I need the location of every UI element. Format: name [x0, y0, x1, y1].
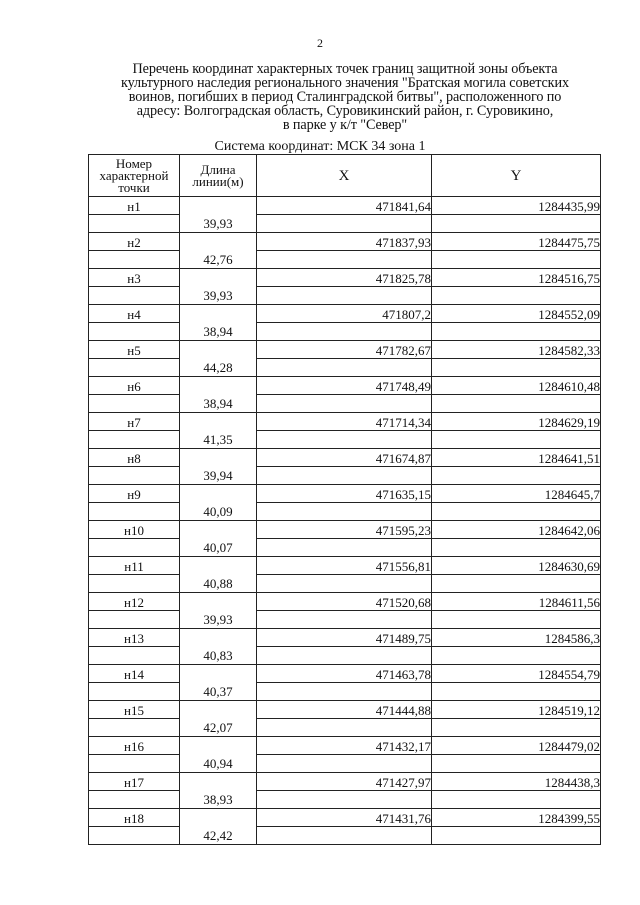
x-coordinate-cell: 471432,17 — [257, 737, 432, 755]
length-cell-empty — [180, 377, 257, 395]
length-cell-empty — [180, 665, 257, 683]
point-number-cell: н18 — [89, 809, 180, 827]
line-length-cell: 41,35 — [180, 431, 257, 449]
line-length-cell: 40,88 — [180, 575, 257, 593]
length-cell-empty — [180, 485, 257, 503]
empty-cell — [89, 611, 180, 629]
empty-cell — [89, 395, 180, 413]
length-cell-empty — [180, 629, 257, 647]
point-number-cell: н5 — [89, 341, 180, 359]
empty-cell — [257, 611, 432, 629]
empty-cell — [432, 683, 601, 701]
line-length-cell: 44,28 — [180, 359, 257, 377]
length-cell-empty — [180, 413, 257, 431]
x-coordinate-cell: 471748,49 — [257, 377, 432, 395]
table-row — [89, 377, 601, 395]
table-row — [89, 737, 601, 755]
table-row-length — [89, 323, 601, 341]
table-row-length — [89, 575, 601, 593]
table-row-length — [89, 431, 601, 449]
length-cell-empty — [180, 557, 257, 575]
x-coordinate-cell: 471520,68 — [257, 593, 432, 611]
x-coordinate-cell: 471782,67 — [257, 341, 432, 359]
empty-cell — [257, 359, 432, 377]
empty-cell — [89, 323, 180, 341]
line-length-cell: 39,93 — [180, 287, 257, 305]
table-row-length — [89, 827, 601, 845]
length-cell-empty — [180, 737, 257, 755]
line-length-cell: 38,93 — [180, 791, 257, 809]
empty-cell — [257, 503, 432, 521]
x-coordinate-cell: 471595,23 — [257, 521, 432, 539]
empty-cell — [89, 503, 180, 521]
point-number-cell: н2 — [89, 233, 180, 251]
table-row-length — [89, 611, 601, 629]
empty-cell — [89, 539, 180, 557]
y-coordinate-cell: 1284475,75 — [432, 233, 601, 251]
table-row-length — [89, 755, 601, 773]
empty-cell — [432, 647, 601, 665]
table-row-length — [89, 251, 601, 269]
header-x: X — [257, 155, 432, 197]
empty-cell — [89, 791, 180, 809]
x-coordinate-cell: 471431,76 — [257, 809, 432, 827]
empty-cell — [89, 755, 180, 773]
table-row-length — [89, 215, 601, 233]
length-cell-empty — [180, 305, 257, 323]
x-coordinate-cell: 471837,93 — [257, 233, 432, 251]
length-cell-empty — [180, 197, 257, 215]
line-length-cell: 40,09 — [180, 503, 257, 521]
empty-cell — [257, 539, 432, 557]
x-coordinate-cell: 471444,88 — [257, 701, 432, 719]
empty-cell — [432, 467, 601, 485]
length-cell-empty — [180, 521, 257, 539]
empty-cell — [89, 215, 180, 233]
y-coordinate-cell: 1284645,7 — [432, 485, 601, 503]
x-coordinate-cell: 471635,15 — [257, 485, 432, 503]
table-row — [89, 593, 601, 611]
line-length-cell: 39,93 — [180, 215, 257, 233]
table-row — [89, 269, 601, 287]
y-coordinate-cell: 1284438,3 — [432, 773, 601, 791]
line-length-cell: 39,93 — [180, 611, 257, 629]
point-number-cell: н9 — [89, 485, 180, 503]
empty-cell — [257, 791, 432, 809]
empty-cell — [257, 647, 432, 665]
table-row-length — [89, 719, 601, 737]
coordinate-system-label: Система координат: МСК 34 зона 1 — [214, 139, 426, 154]
table-row — [89, 233, 601, 251]
document-title — [90, 62, 600, 132]
table-row-length — [89, 647, 601, 665]
x-coordinate-cell: 471807,2 — [257, 305, 432, 323]
length-cell-empty — [180, 773, 257, 791]
x-coordinate-cell: 471489,75 — [257, 629, 432, 647]
empty-cell — [432, 755, 601, 773]
point-number-cell: н12 — [89, 593, 180, 611]
empty-cell — [257, 683, 432, 701]
empty-cell — [257, 575, 432, 593]
empty-cell — [432, 431, 601, 449]
table-row-length — [89, 503, 601, 521]
coordinates-table — [88, 154, 601, 845]
line-length-cell: 40,94 — [180, 755, 257, 773]
header-y: Y — [432, 155, 601, 197]
length-cell-empty — [180, 809, 257, 827]
table-row — [89, 449, 601, 467]
line-length-cell: 42,76 — [180, 251, 257, 269]
length-cell-empty — [180, 449, 257, 467]
title-line: в парке у к/т "Север" — [282, 117, 408, 133]
y-coordinate-cell: 1284641,51 — [432, 449, 601, 467]
table-row-length — [89, 287, 601, 305]
empty-cell — [257, 251, 432, 269]
empty-cell — [89, 683, 180, 701]
y-coordinate-cell: 1284610,48 — [432, 377, 601, 395]
empty-cell — [257, 467, 432, 485]
y-coordinate-cell: 1284582,33 — [432, 341, 601, 359]
header-point-number: Номер характерной точки — [89, 155, 180, 197]
line-length-cell: 39,94 — [180, 467, 257, 485]
header-line-length: Длина линии(м) — [180, 155, 257, 197]
empty-cell — [89, 251, 180, 269]
table-row — [89, 413, 601, 431]
title-line: Перечень координат характерных точек границ защитной зоны объекта — [132, 61, 558, 77]
line-length-cell: 40,83 — [180, 647, 257, 665]
title-line: воинов, погибших в период Сталинградской битвы", расположенного по — [128, 89, 562, 105]
point-number-cell: н7 — [89, 413, 180, 431]
empty-cell — [432, 539, 601, 557]
line-length-cell: 40,07 — [180, 539, 257, 557]
table-row — [89, 521, 601, 539]
empty-cell — [432, 323, 601, 341]
empty-cell — [257, 323, 432, 341]
table-row-length — [89, 683, 601, 701]
empty-cell — [432, 215, 601, 233]
y-coordinate-cell: 1284586,3 — [432, 629, 601, 647]
line-length-cell: 38,94 — [180, 395, 257, 413]
table-row — [89, 809, 601, 827]
table-row — [89, 701, 601, 719]
point-number-cell: н17 — [89, 773, 180, 791]
empty-cell — [257, 827, 432, 845]
length-cell-empty — [180, 593, 257, 611]
y-coordinate-cell: 1284479,02 — [432, 737, 601, 755]
empty-cell — [257, 215, 432, 233]
table-row-length — [89, 395, 601, 413]
length-cell-empty — [180, 341, 257, 359]
table-row — [89, 485, 601, 503]
page-number: 2 — [317, 36, 323, 50]
empty-cell — [89, 431, 180, 449]
title-line: культурного наследия регионального значения "Братская могила советских — [121, 75, 569, 91]
point-number-cell: н1 — [89, 197, 180, 215]
empty-cell — [89, 719, 180, 737]
point-number-cell: н8 — [89, 449, 180, 467]
y-coordinate-cell: 1284399,55 — [432, 809, 601, 827]
line-length-cell: 40,37 — [180, 683, 257, 701]
point-number-cell: н10 — [89, 521, 180, 539]
empty-cell — [257, 755, 432, 773]
table-header-row — [89, 155, 601, 197]
table-row — [89, 665, 601, 683]
table-row — [89, 557, 601, 575]
point-number-cell: н14 — [89, 665, 180, 683]
empty-cell — [257, 287, 432, 305]
table-row-length — [89, 359, 601, 377]
y-coordinate-cell: 1284630,69 — [432, 557, 601, 575]
title-line: адресу: Волгоградская область, Суровикинский район, г. Суровикино, — [136, 103, 554, 119]
empty-cell — [432, 827, 601, 845]
point-number-cell: н15 — [89, 701, 180, 719]
table-row — [89, 305, 601, 323]
point-number-cell: н11 — [89, 557, 180, 575]
empty-cell — [432, 287, 601, 305]
table-row — [89, 773, 601, 791]
point-number-cell: н16 — [89, 737, 180, 755]
y-coordinate-cell: 1284519,12 — [432, 701, 601, 719]
x-coordinate-cell: 471674,87 — [257, 449, 432, 467]
x-coordinate-cell: 471825,78 — [257, 269, 432, 287]
y-coordinate-cell: 1284629,19 — [432, 413, 601, 431]
y-coordinate-cell: 1284554,79 — [432, 665, 601, 683]
table-row-length — [89, 467, 601, 485]
y-coordinate-cell: 1284552,09 — [432, 305, 601, 323]
empty-cell — [89, 575, 180, 593]
y-coordinate-cell: 1284642,06 — [432, 521, 601, 539]
empty-cell — [432, 395, 601, 413]
y-coordinate-cell: 1284611,56 — [432, 593, 601, 611]
x-coordinate-cell: 471463,78 — [257, 665, 432, 683]
y-coordinate-cell: 1284435,99 — [432, 197, 601, 215]
empty-cell — [89, 827, 180, 845]
empty-cell — [432, 251, 601, 269]
table-row — [89, 341, 601, 359]
empty-cell — [257, 719, 432, 737]
length-cell-empty — [180, 233, 257, 251]
length-cell-empty — [180, 269, 257, 287]
empty-cell — [89, 287, 180, 305]
point-number-cell: н3 — [89, 269, 180, 287]
x-coordinate-cell: 471556,81 — [257, 557, 432, 575]
point-number-cell: н4 — [89, 305, 180, 323]
empty-cell — [432, 719, 601, 737]
y-coordinate-cell: 1284516,75 — [432, 269, 601, 287]
line-length-cell: 42,07 — [180, 719, 257, 737]
x-coordinate-cell: 471714,34 — [257, 413, 432, 431]
point-number-cell: н13 — [89, 629, 180, 647]
table-row-length — [89, 791, 601, 809]
empty-cell — [257, 395, 432, 413]
table-row — [89, 629, 601, 647]
table-body — [89, 197, 601, 845]
table-row — [89, 197, 601, 215]
point-number-cell: н6 — [89, 377, 180, 395]
empty-cell — [257, 431, 432, 449]
line-length-cell: 42,42 — [180, 827, 257, 845]
table-row-length — [89, 539, 601, 557]
empty-cell — [89, 647, 180, 665]
empty-cell — [432, 359, 601, 377]
length-cell-empty — [180, 701, 257, 719]
empty-cell — [432, 575, 601, 593]
empty-cell — [89, 359, 180, 377]
empty-cell — [432, 503, 601, 521]
x-coordinate-cell: 471427,97 — [257, 773, 432, 791]
empty-cell — [432, 611, 601, 629]
line-length-cell: 38,94 — [180, 323, 257, 341]
x-coordinate-cell: 471841,64 — [257, 197, 432, 215]
empty-cell — [432, 791, 601, 809]
empty-cell — [89, 467, 180, 485]
